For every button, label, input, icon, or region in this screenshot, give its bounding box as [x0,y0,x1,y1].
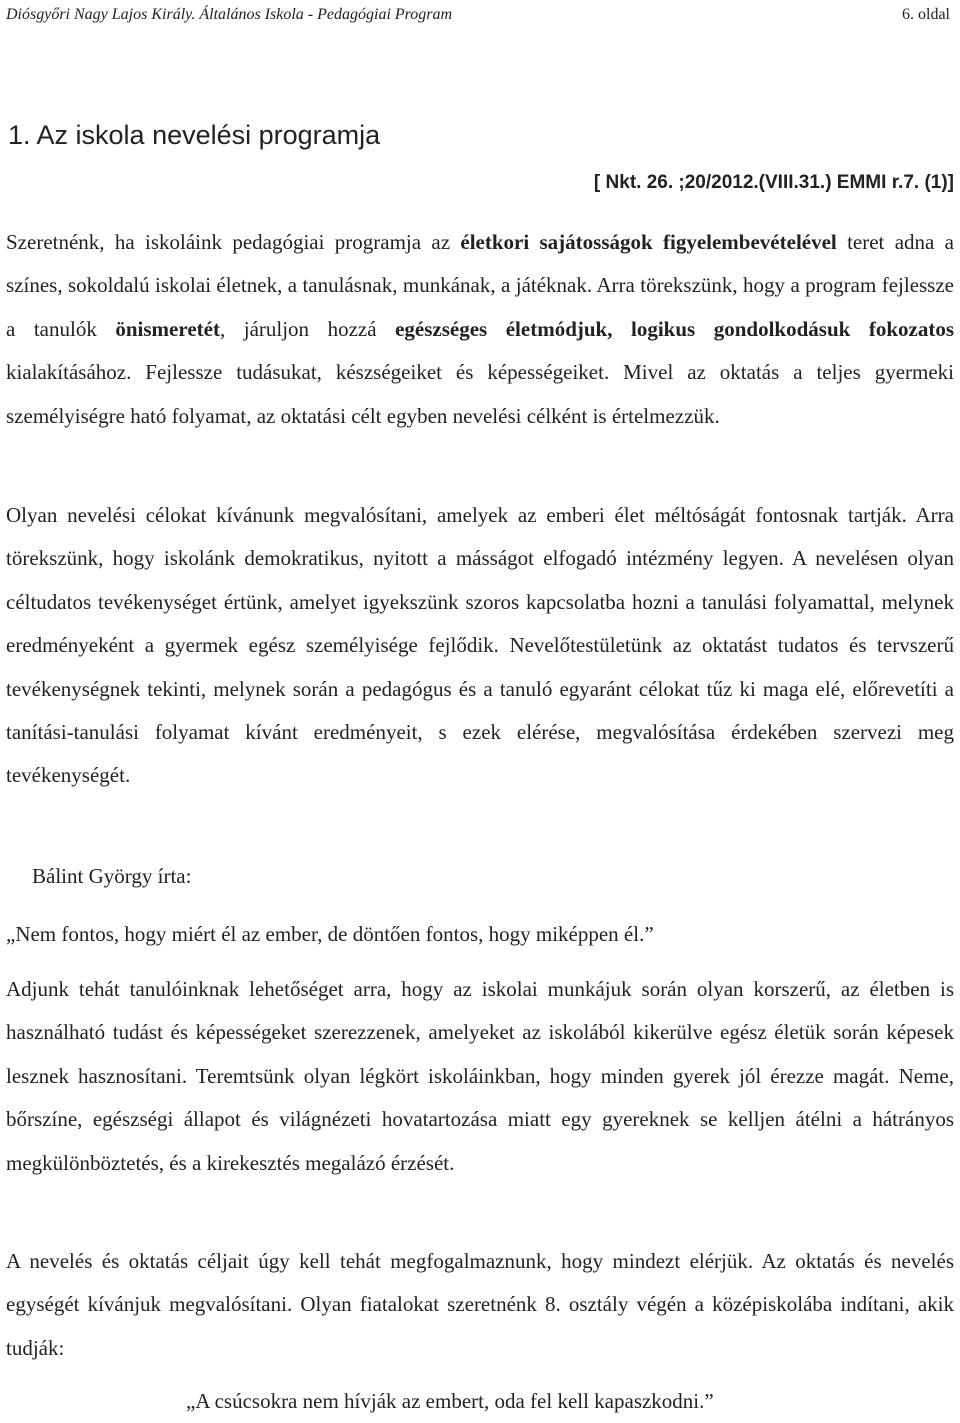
paragraph-1-bold-c: egészséges életmódjuk, logikus gondolkodásuk fokozatos [395,316,955,341]
paragraph-1-text-b: teret adna a színes, sokoldalú iskolai életnek, a tanulásnak, munkának, a játéknak. Arra törekszünk, hogy a program fejlessze a tanulók [6,230,954,341]
paragraph-1-bold-b: önismeretét [115,316,220,341]
quote-1: „Nem fontos, hogy miért él az ember, de döntően fontos, hogy miképpen él.” [6,922,654,946]
paragraph-1-text-d: kialakításához. Fejlessze tudásukat, készségeiket és képességeiket. Mivel az oktatás a teljes gyermeki személyiségre ható folyamat, az oktatási célt egyben nevelési célként is értelmezzük. [6,360,954,428]
page-number: 6. oldal [902,6,950,23]
paragraph-3: Adjunk tehát tanulóinknak lehetőséget arra, hogy az iskolai munkájuk során olyan korszerű, az életben is használható tudást és képességeket szerezzenek, amelyeket az iskolából kikerülve egész életük során képesek lesznek hasznosítani. Teremtsünk olyan légkört iskoláinkban, hogy minden gyerek jól érezze magát. Neme, bőrszíne, egészségi állapot és világnézeti hovatartozása miatt egy gyereknek se kelljen átélni a hátrányos megkülönböztetés, és a kirekesztés megalázó érzését. [6,977,954,1175]
paragraph-2: Olyan nevelési célokat kívánunk megvalósítani, amelyek az emberi élet méltóságát fontosnak tartják. Arra törekszünk, hogy iskolánk demokratikus, nyitott a másságot elfogadó intézmény legyen. A nevelésen olyan céltudatos tevékenységet értünk, amelyet igyekszünk szoros kapcsolatba hozni a tanulási folyamattal, melynek eredményeként a gyermek egész személyisége fejlődik. Nevelőtestületünk az oktatást tudatos és tervszerű tevékenységnek tekinti, melynek során a pedagógus és a tanuló egyaránt célokat tűz ki maga elé, előrevetíti a tanítási-tanulási folyamat kívánt eredményeit, s ezek elérése, megvalósítása érdekében szervezi meg tevékenységét. [6,503,954,788]
quote-2: „A csúcsokra nem hívják az embert, oda fel kell kapaszkodni.” [186,1389,714,1413]
paragraph-1-bold-a: életkori sajátosságok figyelembevételével [460,230,837,254]
paragraph-4: A nevelés és oktatás céljait úgy kell tehát megfogalmaznunk, hogy mindezt elérjük. Az oktatás és nevelés egységét kívánjuk megvalósítani. Olyan fiatalokat szeretnénk 8. osztály végén a középiskolába indítani, akik tudják: [6,1249,954,1360]
paragraph-1-text-c: , járuljon hozzá [219,316,396,341]
section-heading: 1. Az iskola nevelési programja [8,120,381,150]
quote-author: Bálint György írta: [32,864,192,888]
legal-reference: [ Nkt. 26. ;20/2012.(VIII.31.) EMMI r.7. (1)] [593,172,954,193]
paragraph-1-text-a: Szeretnénk, ha iskoláink pedagógiai programja az [6,230,461,254]
paragraph-1 [6,221,954,438]
document-title: Diósgyőri Nagy Lajos Király. Általános Iskola - Pedagógiai Program [6,6,453,23]
